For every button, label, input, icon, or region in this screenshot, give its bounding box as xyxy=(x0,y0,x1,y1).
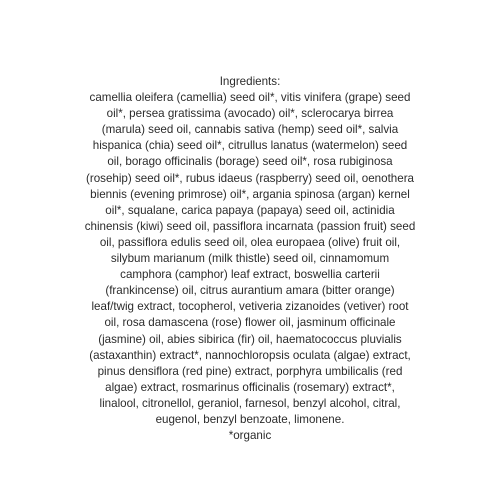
organic-footnote: *organic xyxy=(228,429,272,443)
ingredient-line: oil, rosa damascena (rose) flower oil, jasminum officinale xyxy=(104,316,396,330)
ingredient-line: oil, passiflora edulis seed oil, olea europaea (olive) fruit oil, xyxy=(99,235,401,249)
ingredient-line: chinensis (kiwi) seed oil, passiflora incarnata (passion fruit) seed xyxy=(84,219,416,233)
ingredient-line: (jasmine) oil, abies sibirica (fir) oil, haematococcus pluvialis xyxy=(98,332,402,346)
ingredient-line: (astaxanthin) extract*, nannochloropsis oculata (algae) extract, xyxy=(89,348,411,362)
ingredient-line: leaf/twig extract, tocopherol, vetiveria zizanoides (vetiver) root xyxy=(91,300,409,314)
ingredient-line: eugenol, benzyl benzoate, limonene. xyxy=(155,412,345,426)
ingredients-text-block xyxy=(60,74,440,444)
ingredient-line: (frankincense) oil, citrus aurantium amara (bitter orange) xyxy=(105,284,395,298)
ingredient-line: (rosehip) seed oil*, rubus idaeus (raspberry) seed oil, oenothera xyxy=(85,171,415,185)
ingredient-line: (marula) seed oil, cannabis sativa (hemp) seed oil*, salvia xyxy=(101,123,399,137)
ingredient-line: linalool, citronellol, geraniol, farnesol, benzyl alcohol, citral, xyxy=(99,396,401,410)
ingredient-line: camellia oleifera (camellia) seed oil*, vitis vinifera (grape) seed xyxy=(89,91,411,105)
ingredients-heading: Ingredients: xyxy=(219,75,281,88)
ingredient-line: camphora (camphor) leaf extract, boswellia carterii xyxy=(120,268,380,282)
ingredient-line: biennis (evening primrose) oil*, argania spinosa (argan) kernel xyxy=(90,187,410,201)
ingredient-line: oil, borago officinalis (borage) seed oil*, rosa rubiginosa xyxy=(107,155,393,169)
ingredient-line: silybum marianum (milk thistle) seed oil, cinnamomum xyxy=(110,252,390,266)
ingredient-line: oil*, persea gratissima (avocado) oil*, sclerocarya birrea xyxy=(106,107,394,121)
ingredient-line: oil*, squalane, carica papaya (papaya) seed oil, actinidia xyxy=(105,203,395,217)
ingredient-line: algae) extract, rosmarinus officinalis (rosemary) extract*, xyxy=(105,380,395,394)
ingredient-line: hispanica (chia) seed oil*, citrullus lanatus (watermelon) seed xyxy=(92,139,408,153)
ingredient-line: pinus densiflora (red pine) extract, porphyra umbilicalis (red xyxy=(97,364,403,378)
